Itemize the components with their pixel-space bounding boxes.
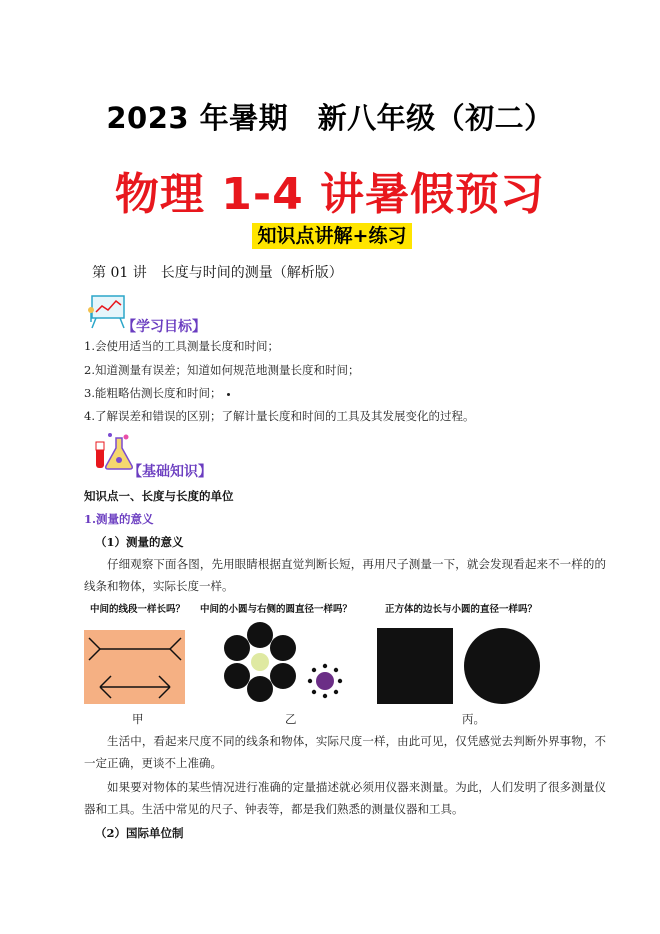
caption-jia: 甲 <box>132 712 144 726</box>
bullet-dot <box>227 393 230 396</box>
question-b: 中间的小圆与右侧的圆直径一样吗？ <box>200 604 353 615</box>
caption-yi: 乙 <box>285 712 297 726</box>
goal-item: 4.了解误差和错误的区别；了解计量长度和时间的工具及其发展变化的过程。 <box>84 409 475 423</box>
paragraph-instruments: 如果要对物体的某些情况进行准确的定量描述就必须用仪器来测量。为此，人们发明了很多测量仪器和工具。生活中常见的尺子、钟表等，都是我们熟悉的测量仪器和工具。 <box>84 780 606 816</box>
caption-bing: 丙。 <box>462 712 485 726</box>
paragraph-perception: 生活中，看起来尺度不同的线条和物体，实际尺度一样，由此可见，仅凭感觉去判断外界事物，不一定正确，更谈不上准确。 <box>84 734 606 770</box>
knowledge-point-heading: 知识点一、长度与长度的单位 <box>84 489 234 503</box>
figure-yi-ebbinghaus <box>214 618 356 708</box>
question-c: 正方体的边长与小圆的直径一样吗？ <box>385 604 538 615</box>
goal-item: 2.知道测量有误差；知道如何规范地测量长度和时间； <box>84 363 360 377</box>
figure-jia-muller-lyer <box>84 630 185 704</box>
section-title-goals: 【学习目标】 <box>122 319 206 335</box>
highlight-badge: 知识点讲解+练习 <box>252 223 412 249</box>
question-a: 中间的线段一样长吗？ <box>90 604 186 615</box>
paragraph-observe: 仔细观察下面各图，先用眼睛根据直觉判断长短，再用尺子测量一下，就会发现看起来不一样的的线条和物体，实际长度一样。 <box>84 557 606 593</box>
goal-item: 3.能粗略估测长度和时间； <box>84 385 230 401</box>
section-title-basics: 【基础知识】 <box>128 464 212 480</box>
subheading-meaning: （1）测量的意义 <box>95 535 184 549</box>
document-title: 2023 年暑期 新八年级（初二） <box>106 101 554 135</box>
figure-bing-square-circle <box>375 626 545 708</box>
document-subtitle: 物理 1-4 讲暑假预习 <box>114 169 546 220</box>
lecture-title: 第 01 讲 长度与时间的测量（解析版） <box>92 265 343 281</box>
subheading-measurement: 1.测量的意义 <box>84 512 154 526</box>
goal-item: 1.会使用适当的工具测量长度和时间； <box>84 339 279 353</box>
subheading-si-units: （2）国际单位制 <box>95 826 184 840</box>
